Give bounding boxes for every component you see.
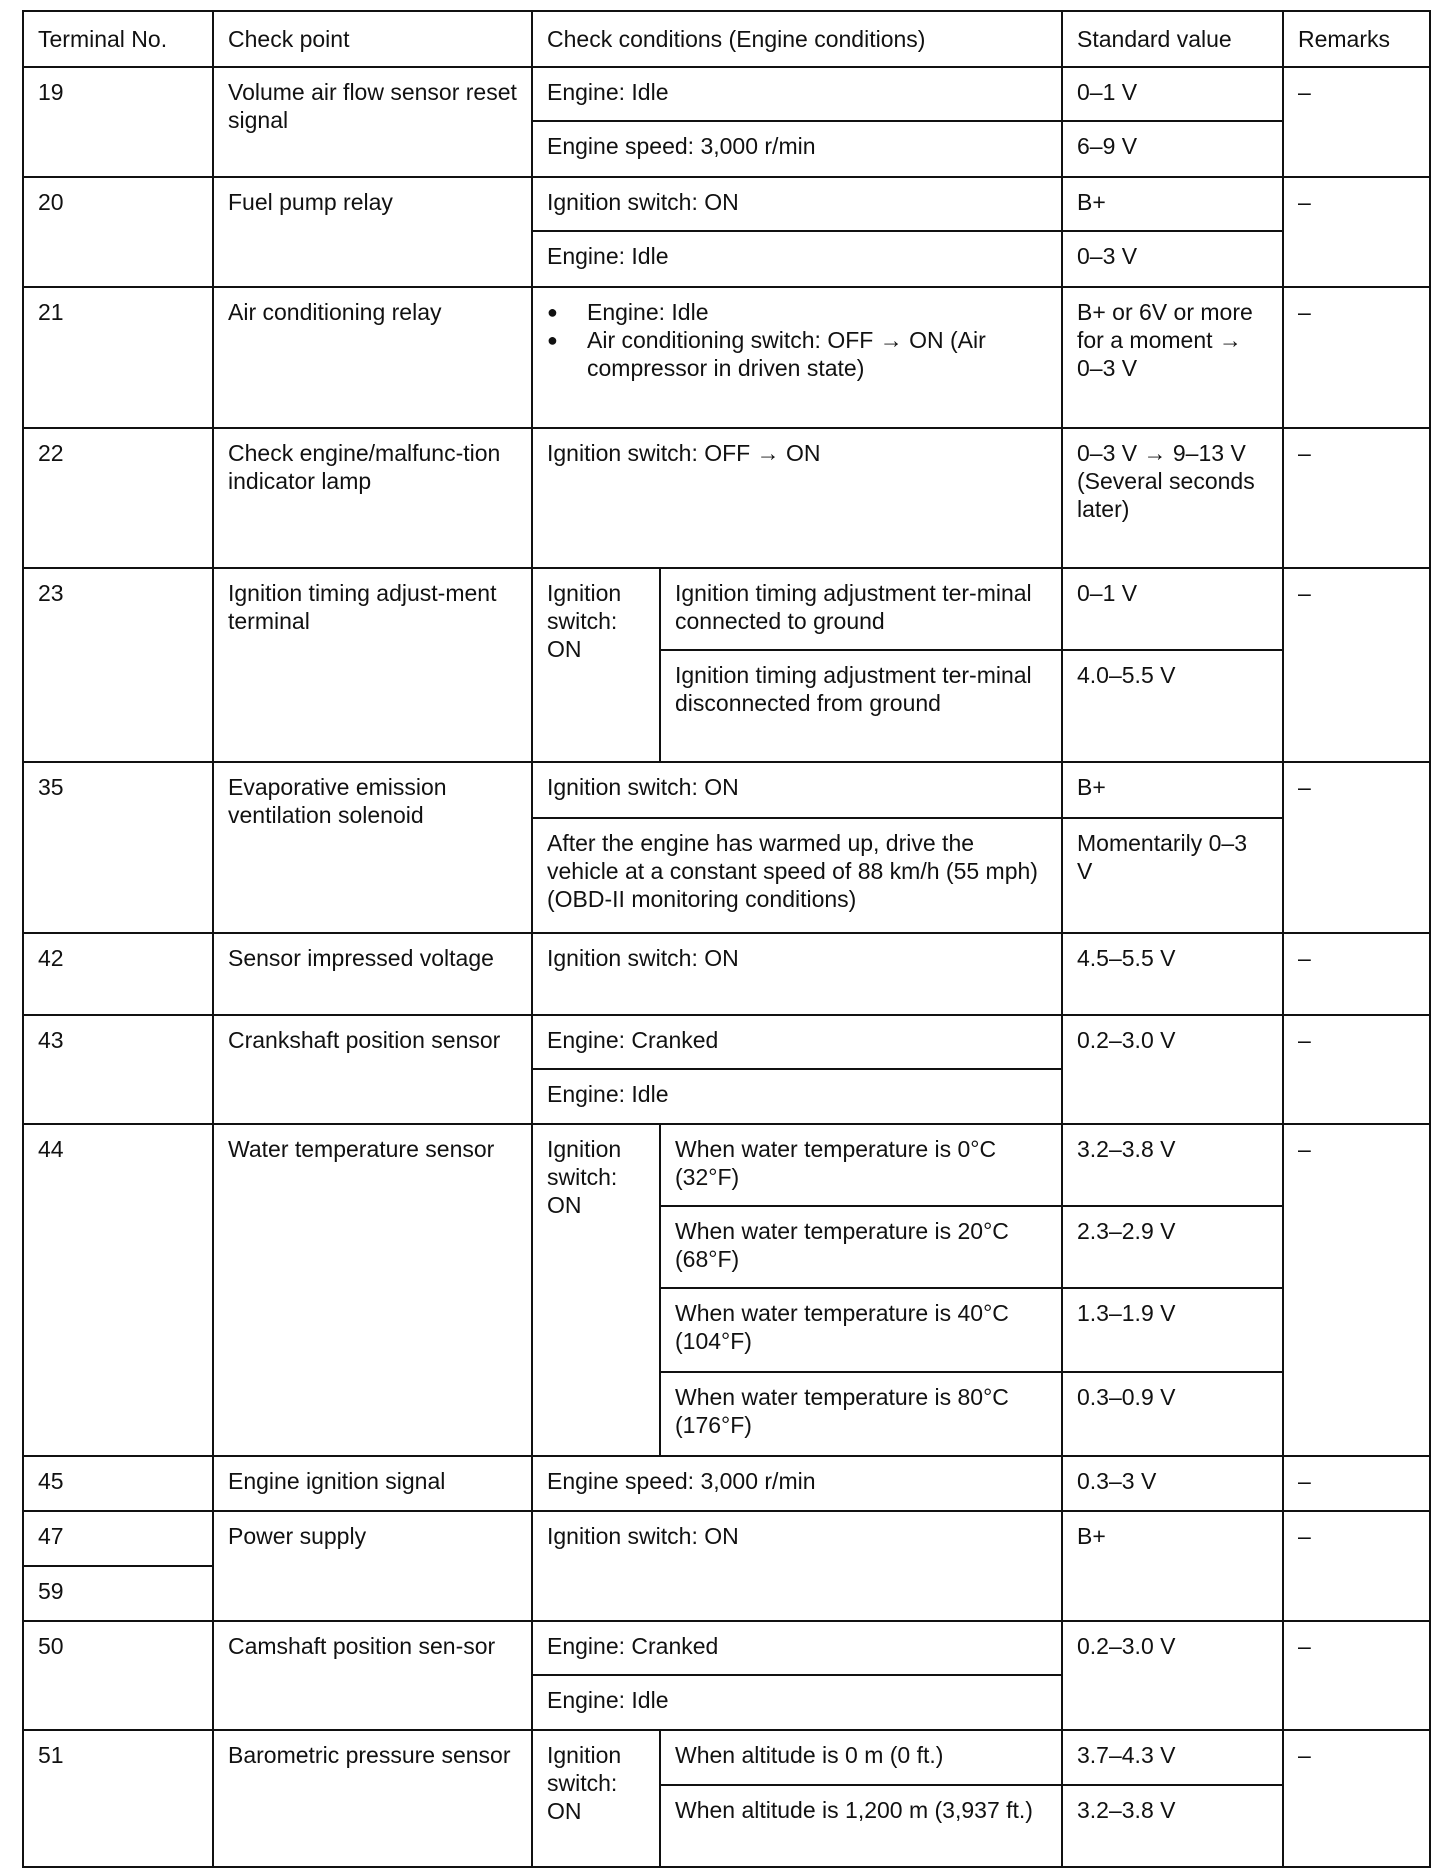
table-row [23, 1621, 1430, 1675]
terminal-no: 44 [23, 1124, 213, 1456]
check-condition: When altitude is 1,200 m (3,937 ft.) [660, 1785, 1062, 1867]
condition-prefix: Ignition switch: ON [532, 1124, 660, 1456]
remarks: – [1283, 1456, 1430, 1511]
check-condition: Ignition switch: ON [532, 762, 1062, 818]
check-point: Barometric pressure sensor [213, 1730, 532, 1867]
table-row [23, 67, 1430, 121]
standard-value: 3.2–3.8 V [1062, 1124, 1283, 1206]
check-condition: When water temperature is 80°C (176°F) [660, 1372, 1062, 1456]
check-condition: Ignition switch: ON [532, 177, 1062, 231]
check-point: Water temperature sensor [213, 1124, 532, 1456]
table-row [23, 762, 1430, 818]
check-condition: Engine: Idle [532, 231, 1062, 287]
remarks: – [1283, 933, 1430, 1015]
check-point: Sensor impressed voltage [213, 933, 532, 1015]
condition-prefix: Ignition switch: ON [532, 1730, 660, 1867]
header-terminal: Terminal No. [23, 11, 213, 67]
standard-value: Momentarily 0–3 V [1062, 818, 1283, 933]
header-remarks: Remarks [1283, 11, 1430, 67]
condition-list [547, 298, 1047, 382]
standard-value: B+ [1062, 762, 1283, 818]
check-point: Check engine/malfunc-tion indicator lamp [213, 428, 532, 568]
remarks: – [1283, 67, 1430, 177]
check-point: Engine ignition signal [213, 1456, 532, 1511]
standard-value: 4.0–5.5 V [1062, 650, 1283, 762]
check-point: Volume air flow sensor reset signal [213, 67, 532, 177]
standard-value: 0–3 V [1062, 231, 1283, 287]
standard-value: 3.7–4.3 V [1062, 1730, 1283, 1785]
check-condition: Engine speed: 3,000 r/min [532, 1456, 1062, 1511]
terminal-check-table [22, 10, 1431, 1868]
check-condition: Ignition timing adjustment ter-minal connected to ground [660, 568, 1062, 650]
check-point: Fuel pump relay [213, 177, 532, 287]
remarks: – [1283, 1511, 1430, 1621]
terminal-no: 42 [23, 933, 213, 1015]
header-conditions: Check conditions (Engine conditions) [532, 11, 1062, 67]
remarks: – [1283, 762, 1430, 933]
check-condition: Engine: Idle [532, 1675, 1062, 1730]
remarks: – [1283, 1015, 1430, 1124]
standard-value: B+ [1062, 177, 1283, 231]
terminal-no: 50 [23, 1621, 213, 1730]
standard-value: 0.3–0.9 V [1062, 1372, 1283, 1456]
check-condition: When water temperature is 0°C (32°F) [660, 1124, 1062, 1206]
check-condition: Ignition switch: ON [532, 933, 1062, 1015]
check-condition: Engine: Cranked [532, 1015, 1062, 1069]
standard-value: 0.3–3 V [1062, 1456, 1283, 1511]
standard-value: 3.2–3.8 V [1062, 1785, 1283, 1867]
check-condition: When altitude is 0 m (0 ft.) [660, 1730, 1062, 1785]
check-condition: When water temperature is 20°C (68°F) [660, 1206, 1062, 1288]
remarks: – [1283, 1730, 1430, 1867]
remarks: – [1283, 287, 1430, 428]
terminal-no: 47 [23, 1511, 213, 1566]
check-condition [532, 287, 1062, 428]
terminal-no: 51 [23, 1730, 213, 1867]
table-row [23, 177, 1430, 231]
terminal-no: 45 [23, 1456, 213, 1511]
remarks: – [1283, 428, 1430, 568]
standard-value: 0–3 V → 9–13 V (Several seconds later) [1062, 428, 1283, 568]
check-condition: Engine speed: 3,000 r/min [532, 121, 1062, 177]
standard-value: 0–1 V [1062, 67, 1283, 121]
check-point: Evaporative emission ventilation solenoid [213, 762, 532, 933]
header-checkpoint: Check point [213, 11, 532, 67]
remarks: – [1283, 568, 1430, 762]
terminal-no: 22 [23, 428, 213, 568]
standard-value: 2.3–2.9 V [1062, 1206, 1283, 1288]
terminal-no: 19 [23, 67, 213, 177]
terminal-no: 35 [23, 762, 213, 933]
terminal-no: 23 [23, 568, 213, 762]
standard-value: 0.2–3.0 V [1062, 1621, 1283, 1730]
standard-value: 6–9 V [1062, 121, 1283, 177]
check-condition: When water temperature is 40°C (104°F) [660, 1288, 1062, 1372]
check-condition: Ignition switch: OFF → ON [532, 428, 1062, 568]
table-row [23, 1730, 1430, 1785]
table-row [23, 287, 1430, 428]
condition-prefix: Ignition switch: ON [532, 568, 660, 762]
condition-bullet: ● Engine: Idle [587, 298, 1047, 326]
check-point: Power supply [213, 1511, 532, 1621]
check-condition: Engine: Idle [532, 67, 1062, 121]
terminal-no: 21 [23, 287, 213, 428]
table-row [23, 1124, 1430, 1206]
header-row [23, 11, 1430, 67]
table-row [23, 428, 1430, 568]
terminal-no: 59 [23, 1566, 213, 1621]
table-row [23, 1456, 1430, 1511]
condition-bullet: ● Air conditioning switch: OFF → ON (Air compressor in driven state) [587, 326, 1047, 382]
check-point: Air conditioning relay [213, 287, 532, 428]
table-row [23, 568, 1430, 650]
terminal-no: 43 [23, 1015, 213, 1124]
check-condition: After the engine has warmed up, drive the vehicle at a constant speed of 88 km/h (55 mph) (OBD-II monitoring conditions) [532, 818, 1062, 933]
remarks: – [1283, 1124, 1430, 1456]
check-condition: Engine: Cranked [532, 1621, 1062, 1675]
standard-value: B+ or 6V or more for a moment → 0–3 V [1062, 287, 1283, 428]
check-point: Crankshaft position sensor [213, 1015, 532, 1124]
standard-value: 0.2–3.0 V [1062, 1015, 1283, 1124]
remarks: – [1283, 1621, 1430, 1730]
standard-value: 1.3–1.9 V [1062, 1288, 1283, 1372]
standard-value: 0–1 V [1062, 568, 1283, 650]
check-point: Camshaft position sen-sor [213, 1621, 532, 1730]
check-condition: Ignition switch: ON [532, 1511, 1062, 1621]
table-row [23, 1015, 1430, 1069]
check-point: Ignition timing adjust-ment terminal [213, 568, 532, 762]
header-standard: Standard value [1062, 11, 1283, 67]
terminal-no: 20 [23, 177, 213, 287]
check-condition: Ignition timing adjustment ter-minal disconnected from ground [660, 650, 1062, 762]
standard-value: B+ [1062, 1511, 1283, 1621]
table-row [23, 933, 1430, 1015]
remarks: – [1283, 177, 1430, 287]
check-condition: Engine: Idle [532, 1069, 1062, 1124]
standard-value: 4.5–5.5 V [1062, 933, 1283, 1015]
table-row [23, 1511, 1430, 1566]
